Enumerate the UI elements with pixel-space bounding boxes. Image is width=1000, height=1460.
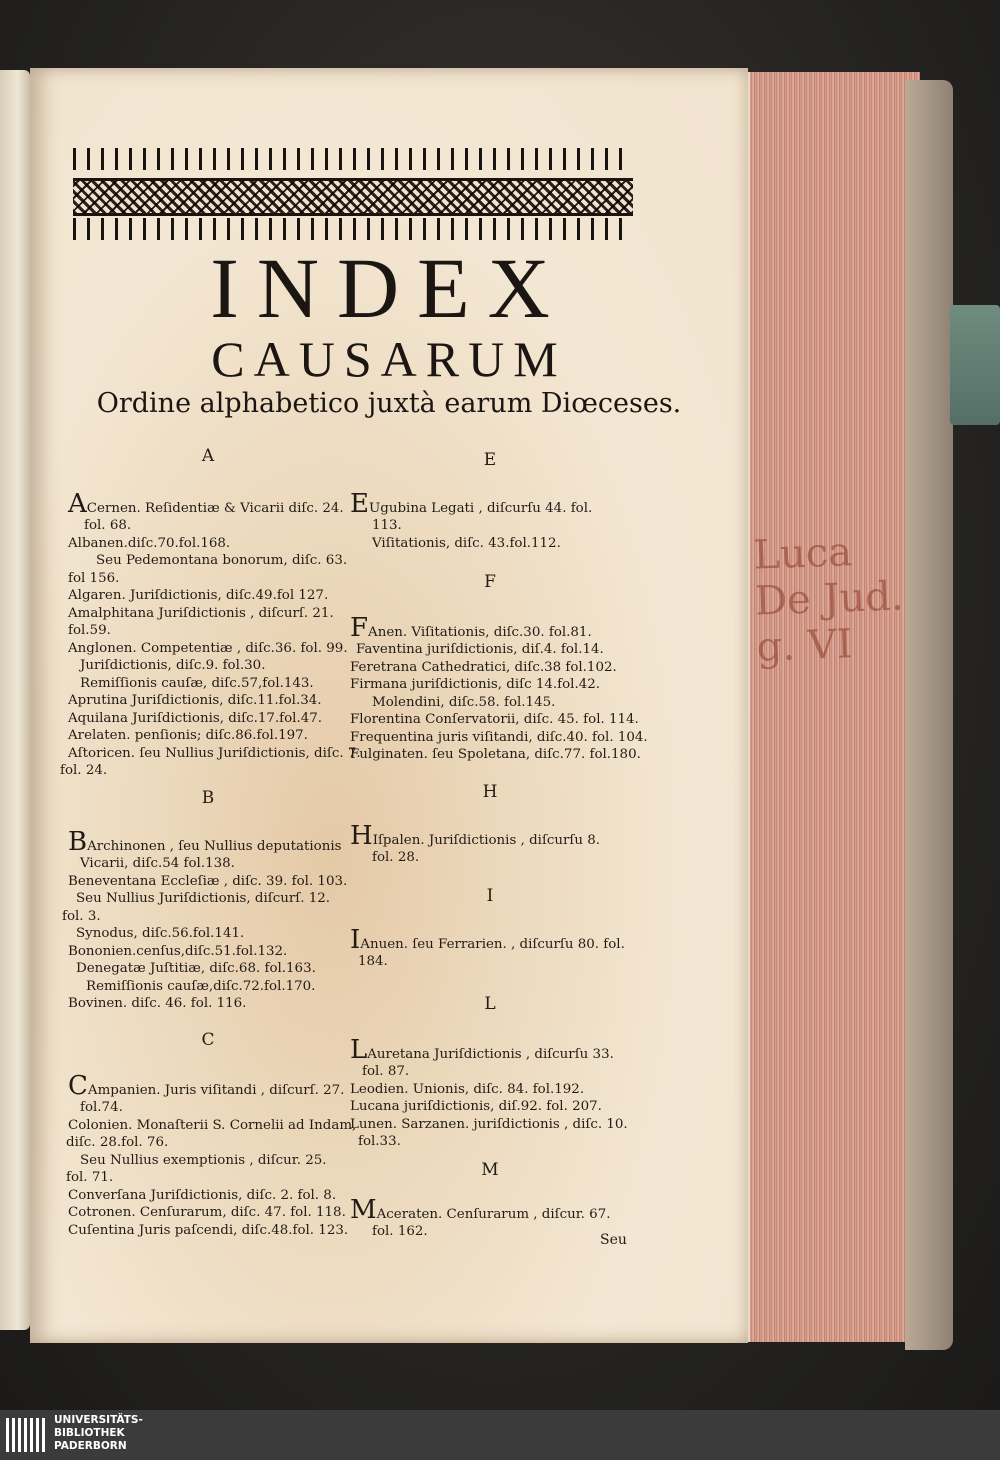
index-entry: Lucana juriſdictionis, diſ.92. fol. 207. <box>350 1099 602 1114</box>
index-entry: Florentina Conſervatorii, diſc. 45. fol. 114. <box>350 712 639 727</box>
index-entry: FAnen. Viſitationis, diſc.30. fol.81. <box>350 612 592 643</box>
index-entry: fol. 24. <box>60 763 108 778</box>
index-entry: Seu Nullius exemptionis , diſcur. 25. <box>80 1152 327 1168</box>
index-entry: EUgubina Legati , diſcurſu 44. fol. <box>350 488 593 519</box>
index-entry: Faventina juriſdictionis, diſ.4. fol.14. <box>356 642 604 657</box>
index-entry: Cotronen. Cenſurarum, diſc. 47. fol. 118. <box>68 1205 346 1220</box>
index-entry: Denegatæ Juſtitiæ, diſc.68. fol.163. <box>76 961 316 976</box>
index-entry: Lunen. Sarzanen. juriſdictionis , diſc. 10. <box>350 1116 628 1132</box>
index-subtitle: CAUSARUM <box>211 331 567 387</box>
page-edges <box>748 72 920 1342</box>
index-entry: fol. 28. <box>372 850 420 865</box>
library-name: UNIVERSITÄTS- BIBLIOTHEK PADERBORN <box>54 1414 143 1452</box>
ornament-header <box>73 148 633 240</box>
section-letter: F <box>484 572 496 592</box>
index-entry: Colonien. Monaſterii S. Cornelii ad Indam, <box>68 1117 357 1133</box>
section-a <box>60 446 361 780</box>
index-entry: Beneventana Eccleſiæ , diſc. 39. fol. 103. <box>68 873 348 889</box>
index-title: INDEX <box>210 240 568 336</box>
index-entry: fol 156. <box>68 570 120 586</box>
index-entry: fol. 162. <box>372 1224 428 1239</box>
index-entry: 113. <box>372 518 402 533</box>
index-entry: Aquilana Juriſdictionis, diſc.17.fol.47. <box>68 710 322 726</box>
index-entry: Vicarii, diſc.54 fol.138. <box>80 856 235 871</box>
clasp <box>950 305 1000 425</box>
index-entry: Seu Pedemontana bonorum, diſc. 63. <box>96 553 348 568</box>
index-entry: HIſpalen. Juriſdictionis , diſcurſu 8. <box>350 820 601 851</box>
section-i <box>350 888 630 971</box>
section-letter: L <box>484 994 496 1014</box>
index-entry: Amalphitana Juriſdictionis , diſcurſ. 21. <box>68 605 334 621</box>
index-entry: MAceraten. Cenſurarum , diſcur. 67. <box>350 1194 611 1225</box>
index-entry: Bovinen. diſc. 46. fol. 116. <box>68 996 247 1011</box>
index-entry: Arelaten. penſionis; diſc.86.fol.197. <box>68 728 308 743</box>
index-entry: Aprutina Juriſdictionis, diſc.11.fol.34. <box>68 693 322 708</box>
index-entry: fol.59. <box>68 623 111 638</box>
index-entry: fol.33. <box>358 1134 401 1149</box>
index-entry: Remiſſionis cauſæ, diſc.57,fol.143. <box>80 675 314 691</box>
index-entry: diſc. 28.fol. 76. <box>66 1135 169 1150</box>
index-subtitle-2: Ordine alphabetico juxtà earum Diœceses. <box>96 388 682 419</box>
index-entry: Converſana Juriſdictionis, diſc. 2. fol. 8. <box>68 1187 337 1203</box>
index-entry: Feretrana Cathedratici, diſc.38 fol.102. <box>350 659 617 675</box>
index-entry: Seu Nullius Juriſdictionis, diſcurſ. 12. <box>76 891 331 906</box>
library-logo-icon <box>6 1418 46 1452</box>
section-letter: B <box>201 788 215 808</box>
index-entry: Albanen.diſc.70.fol.168. <box>68 535 231 551</box>
section-letter: C <box>201 1030 215 1050</box>
index-entry: Aſtoricen. ſeu Nullius Juriſdictionis, diſc. 7. <box>68 745 361 761</box>
index-entry: fol. 87. <box>362 1064 410 1079</box>
index-entry: Frequentina juris viſitandi, diſc.40. fol. 104. <box>350 729 648 745</box>
section-h <box>350 784 630 867</box>
library-footer <box>0 1410 1000 1460</box>
section-letter: H <box>482 782 498 802</box>
section-m <box>350 1162 630 1241</box>
index-entry: Fulginaten. ſeu Spoletana, diſc.77. fol.180. <box>350 747 641 762</box>
catchword: Seu <box>600 1232 627 1248</box>
index-entry: IAnuen. ſeu Ferrarien. , diſcurſu 80. fol. <box>350 924 625 955</box>
section-letter: M <box>481 1160 499 1180</box>
index-entry: fol.74. <box>80 1100 123 1115</box>
section-e <box>350 452 630 552</box>
section-l <box>350 996 630 1151</box>
index-entry: fol. 71. <box>66 1170 114 1185</box>
section-b <box>62 788 348 1013</box>
index-entry: Algaren. Juriſdictionis, diſc.49.fol 127. <box>68 588 329 603</box>
index-entry: BArchinonen , ſeu Nullius deputationis <box>68 826 342 857</box>
index-entry: Anglonen. Competentiæ , diſc.36. fol. 99. <box>68 640 348 656</box>
section-letter: E <box>483 450 497 470</box>
index-entry: Remiſſionis cauſæ,diſc.72.fol.170. <box>86 978 316 994</box>
section-letter: A <box>201 446 215 466</box>
index-entry: Synodus, diſc.56.fol.141. <box>76 926 245 941</box>
section-f <box>350 572 648 764</box>
index-entry: Cuſentina Juris paſcendi, diſc.48.fol. 123. <box>68 1222 349 1238</box>
index-entry: fol. 3. <box>62 908 101 924</box>
index-entry: Bononien.cenſus,diſc.51.fol.132. <box>68 943 288 959</box>
spine-writing: Luca De Jud. g. VI <box>752 529 905 671</box>
index-entry: 184. <box>358 954 388 969</box>
index-entry: CAmpanien. Juris viſitandi , diſcurſ. 27. <box>68 1070 345 1101</box>
index-entry: Molendini, diſc.58. fol.145. <box>372 694 556 710</box>
section-letter: I <box>486 886 494 906</box>
index-entry: Leodien. Unionis, diſc. 84. fol.192. <box>350 1081 585 1097</box>
book-cover <box>905 80 953 1350</box>
index-entry: fol. 68. <box>84 518 132 533</box>
left-page-edge <box>0 70 30 1330</box>
section-c <box>66 1030 357 1239</box>
index-entry: Firmana juriſdictionis, diſc 14.fol.42. <box>350 677 601 692</box>
index-entry: Juriſdictionis, diſc.9. fol.30. <box>80 658 266 673</box>
index-entry: LAuretana Juriſdictionis , diſcurſu 33. <box>350 1034 614 1065</box>
index-entry: ACernen. Reſidentiæ & Vicarii diſc. 24. <box>68 488 344 519</box>
index-entry: Viſitationis, diſc. 43.fol.112. <box>372 535 561 551</box>
